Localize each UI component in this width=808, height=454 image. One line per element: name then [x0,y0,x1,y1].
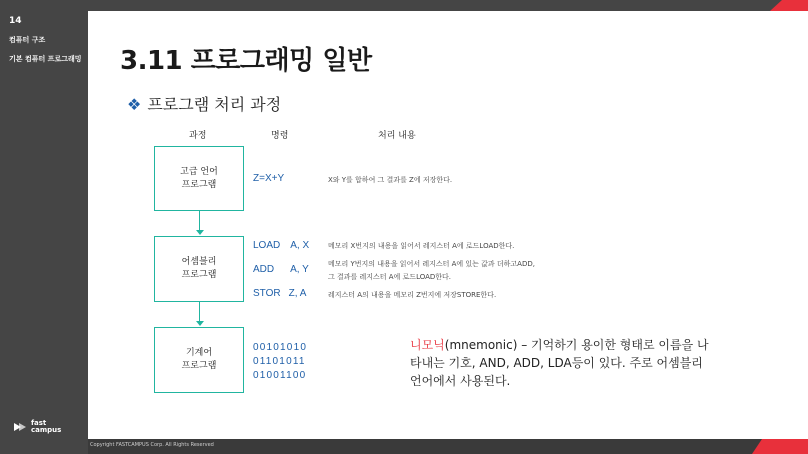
stage-label-line1: 어셈블리 [181,257,217,267]
stage-label-line2: 프로그램 [181,361,217,371]
stage-box-machine [154,327,244,393]
down-arrow-icon [196,321,204,326]
description-load: 메모리 X번지의 내용을 읽어서 레지스터 A에 로드LOAD한다. [328,242,515,250]
down-arrow-icon [196,230,204,235]
subtitle-text: 프로그램 처리 과정 [147,95,282,114]
chapter-title: 기본 컴퓨터 프로그래밍 [9,55,82,63]
mnemonic-note [410,336,710,390]
mnemonic-text: (mnemonic) – 기억하기 용이한 형태로 이름을 나타내는 기호, AND, ADD, LDA등이 있다. 주로 어셈블리 언어에서 사용된다. [410,338,709,388]
stage-box-assembly [154,236,244,302]
header-command: 명령 [271,131,289,141]
lecture-number: 14 [9,16,22,26]
description-add-1: 메모리 Y번지의 내용을 읽어서 레지스터 A에 있는 값과 더하고ADD, [328,260,535,268]
description-stor: 레지스터 A의 내용을 메모리 Z번지에 저장STORE한다. [328,291,497,299]
description-add-2: 그 결과를 레지스터 A에 로드LOAD한다. [328,273,452,281]
stage-label-line1: 고급 언어 [180,166,218,177]
flow-arrow-line [199,211,200,231]
copyright-text: Copyright FASTCAMPUS Corp. All Rights Reserved [90,442,214,448]
fastcampus-logo [12,419,61,435]
binary-line: 01101011 [253,356,306,367]
stage-label-line2: 프로그램 [181,270,217,280]
course-title: 컴퓨터 구조 [9,36,46,44]
command-stor [253,288,306,299]
command-arg: Z, A [288,288,307,299]
header-process: 과정 [189,131,207,141]
mnemonic-term: 니모닉 [410,338,445,352]
flow-arrow-line [199,302,200,322]
command-add [253,264,309,275]
sidebar [0,0,88,454]
header-content: 처리 내용 [378,131,416,141]
stage-label-line2: 프로그램 [181,179,217,190]
stage-label-line1: 기계어 [185,348,213,358]
diamond-bullet-icon: ❖ [127,95,142,114]
machine-code [253,341,307,383]
command-arg: A, X [290,240,310,251]
top-bar [88,0,808,11]
command-op: LOAD [253,240,281,251]
description-high-level: X와 Y를 합하여 그 결과를 Z에 저장한다. [328,176,453,184]
binary-line: 01001100 [253,370,307,381]
section-subtitle [127,92,281,115]
command-arg: A, Y [290,264,309,275]
command-op: ADD [253,264,275,275]
logo-text-line2: campus [31,426,62,434]
command-high-level: Z=X+Y [253,173,285,184]
logo-text [31,420,61,434]
slide-title: 3.11 프로그래밍 일반 [120,46,372,76]
logo-text-line1: fast [31,419,47,427]
binary-line: 00101010 [253,342,308,353]
command-op: STOR [253,288,281,299]
stage-box-high-level [154,146,244,211]
fastcampus-logo-icon [12,419,28,435]
command-load [253,240,309,251]
